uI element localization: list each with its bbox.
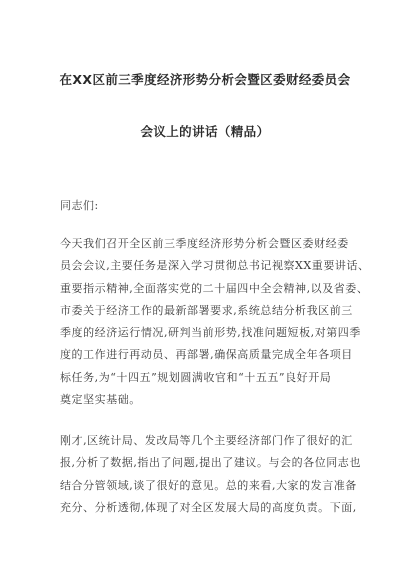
document-title-line-2: 会议上的讲话（精品）: [140, 124, 270, 139]
document-title-line-1: 在XX区前三季度经济形势分析会暨区委财经委员会: [59, 72, 351, 87]
paragraph-1-line: 奠定坚实基础。: [60, 393, 141, 407]
paragraph-1-line: 标任务,为“十四五”规划圆满收官和“十五五”良好开局: [60, 370, 332, 384]
paragraph-1-line: 市委关于经济工作的最新部署要求,系统总结分析我区前三: [60, 303, 353, 317]
paragraph-1: [60, 233, 370, 411]
paragraph-2-line: 刚才,区统计局、发改局等几个主要经济部门作了很好的汇: [60, 434, 353, 447]
paragraph-2-line: 报,分析了数据,指出了问题,提出了建议。与会的各位同志也: [60, 456, 361, 470]
paragraph-1-line: 度的工作进行再动员、再部署,确保高质量完成全年各项目: [60, 348, 353, 362]
paragraph-1-line: 今天我们召开全区前三季度经济形势分析会暨区委财经委: [60, 237, 349, 250]
paragraph-1-line: 员会会议,主要任务是深入学习贯彻总书记视察XX重要讲话、: [60, 259, 370, 273]
salutation: 同志们:: [60, 199, 99, 212]
paragraph-2-line: 结合分管领域,谈了很好的意见。总的来看,大家的发言准备: [60, 478, 357, 492]
paragraph-2: [60, 430, 360, 519]
paragraph-1-line: 季度的经济运行情况,研判当前形势,找准问题短板,对第四季: [60, 326, 361, 340]
paragraph-1-line: 重要指示精神,全面落实党的二十届四中全会精神,以及省委、: [60, 281, 369, 295]
paragraph-2-line: 充分、分析透彻,体现了对全区发展大局的高度负责。下面,: [60, 500, 357, 514]
